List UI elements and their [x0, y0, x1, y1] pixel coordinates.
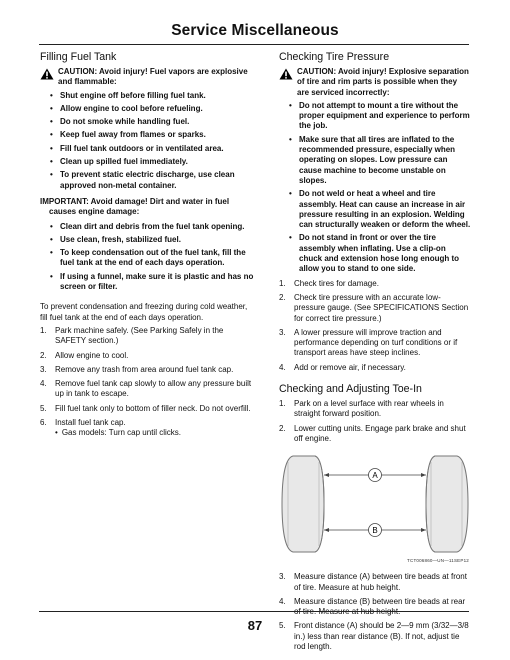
list-item: • Make sure that all tires are inflated to the recommended pressure, especially when operating on slopes. Low pressure can cause machine to become unstable on slopes. [289, 134, 456, 185]
list-item: 3. Remove any trash from area around fuel tank cap. [40, 364, 234, 374]
list-item: • Do not attempt to mount a tire without the proper equipment and experience to perform the job. [289, 100, 470, 131]
list-item: 3. Measure distance (A) between tire beads at front of tire. Measure at hub height. [279, 572, 467, 592]
tire-steps [279, 279, 471, 373]
toe-in-figure [279, 448, 471, 566]
list-item: 6. Install fuel tank cap. • Gas models: Turn cap until clicks. [40, 418, 256, 439]
header-rule [39, 44, 469, 45]
fuel-important-note: IMPORTANT: Avoid damage! Dirt and water in fuel causes engine damage: [40, 196, 230, 217]
label-b: B [372, 526, 378, 536]
list-item: • Do not smoke while handling fuel. [50, 117, 190, 127]
fuel-caution-text: CAUTION: Avoid injury! Fuel vapors are explosive and flammable: [58, 67, 248, 87]
warning-icon [279, 68, 293, 80]
right-tire [426, 456, 468, 552]
list-item: 2. Lower cutting units. Engage park brake and shut off engine. [279, 423, 466, 443]
list-item: 3. A lower pressure will improve traction and performance depending on turf conditions or if transport areas have steep inclines. [279, 327, 458, 358]
left-tire [282, 456, 324, 552]
label-a: A [372, 471, 378, 481]
list-item: 5. Fill fuel tank only to bottom of filler neck. Do not overfill. [40, 403, 251, 413]
list-item: • To keep condensation out of the fuel tank, fill the fuel tank at the end of each days operation. [50, 248, 246, 268]
list-item: • Use clean, fresh, stabilized fuel. [50, 234, 181, 244]
list-item: • If using a funnel, make sure it is plastic and has no screen or filter. [50, 271, 254, 292]
list-item: 1. Check tires for damage. [279, 278, 379, 288]
tire-caution-text: CAUTION: Avoid injury! Explosive separation of tire and rim parts is possible when they are serviced incorrectly: [297, 67, 469, 97]
toe-steps-first [279, 399, 471, 444]
list-item: 2. Check tire pressure with an accurate low-pressure gauge. (See SPECIFICATIONS Section for correct tire pressure.) [279, 292, 469, 323]
list-item: • Clean up spilled fuel immediately. [50, 157, 188, 167]
list-item: • Shut engine off before filling fuel tank. [50, 90, 206, 100]
list-item: • Keep fuel away from flames or sparks. [50, 130, 206, 140]
list-item: 4. Measure distance (B) between tire beads at rear of tire. Measure at hub height. [279, 596, 466, 617]
list-item: 4. Remove fuel tank cap slowly to allow any pressure built up in tank to escape. [40, 379, 252, 399]
list-item: • Allow engine to cool before refueling. [50, 103, 203, 113]
list-item: • Clean dirt and debris from the fuel tank opening. [50, 221, 245, 231]
list-item: • Do not stand in front or over the tire assembly when inflating. Use a clip-on chuck and extension hose long enough to allow you to stand to one side. [289, 233, 460, 274]
left-column [40, 51, 256, 443]
list-item: 2. Allow engine to cool. [40, 350, 129, 360]
condensation-paragraph: To prevent condensation and freezing during cold weather, fill fuel tank at the end of each days operation. [40, 302, 248, 322]
section-heading-toe-in: Checking and Adjusting Toe-In [279, 383, 422, 396]
list-item: 4. Add or remove air, if necessary. [279, 362, 406, 372]
list-item: • To prevent static electric discharge, use clean approved non-metal container. [50, 170, 235, 190]
list-item: 1. Park machine safely. (See Parking Safely in the SAFETY section.) [40, 325, 224, 346]
toe-in-diagram [279, 448, 471, 560]
page-number: 87 [247, 618, 263, 633]
footer-rule [39, 611, 469, 612]
list-item: 5. Front distance (A) should be 2—9 mm (3/32—3/8 in.) less than rear distance (B). If not, adjust tie rod length. [279, 621, 469, 651]
tire-caution [279, 67, 471, 98]
list-item: 1. Park on a level surface with rear wheels in straight forward position. [279, 399, 444, 419]
fuel-important-list [50, 222, 256, 293]
warning-icon [40, 68, 54, 80]
fuel-caution [40, 67, 256, 88]
right-column [279, 51, 471, 656]
fuel-steps [40, 326, 256, 439]
tire-caution-list [289, 101, 471, 275]
figure-caption: TCT006860—UN—11SEP12 [407, 557, 469, 563]
list-item: • Do not weld or heat a wheel and tire assembly. Heat can cause an increase in air pressure resulting in an explosion. Welding can structurally weaken or deform the wheel. [289, 189, 471, 230]
page-title: Service Miscellaneous [171, 22, 339, 39]
section-heading-tire: Checking Tire Pressure [279, 51, 390, 63]
toe-steps-second [279, 572, 471, 652]
section-heading-fuel: Filling Fuel Tank [40, 51, 117, 63]
fuel-caution-list [50, 91, 256, 191]
step-sub-item: • Gas models: Turn cap until clicks. [55, 428, 181, 438]
list-item: • Fill fuel tank outdoors or in ventilated area. [50, 143, 224, 153]
